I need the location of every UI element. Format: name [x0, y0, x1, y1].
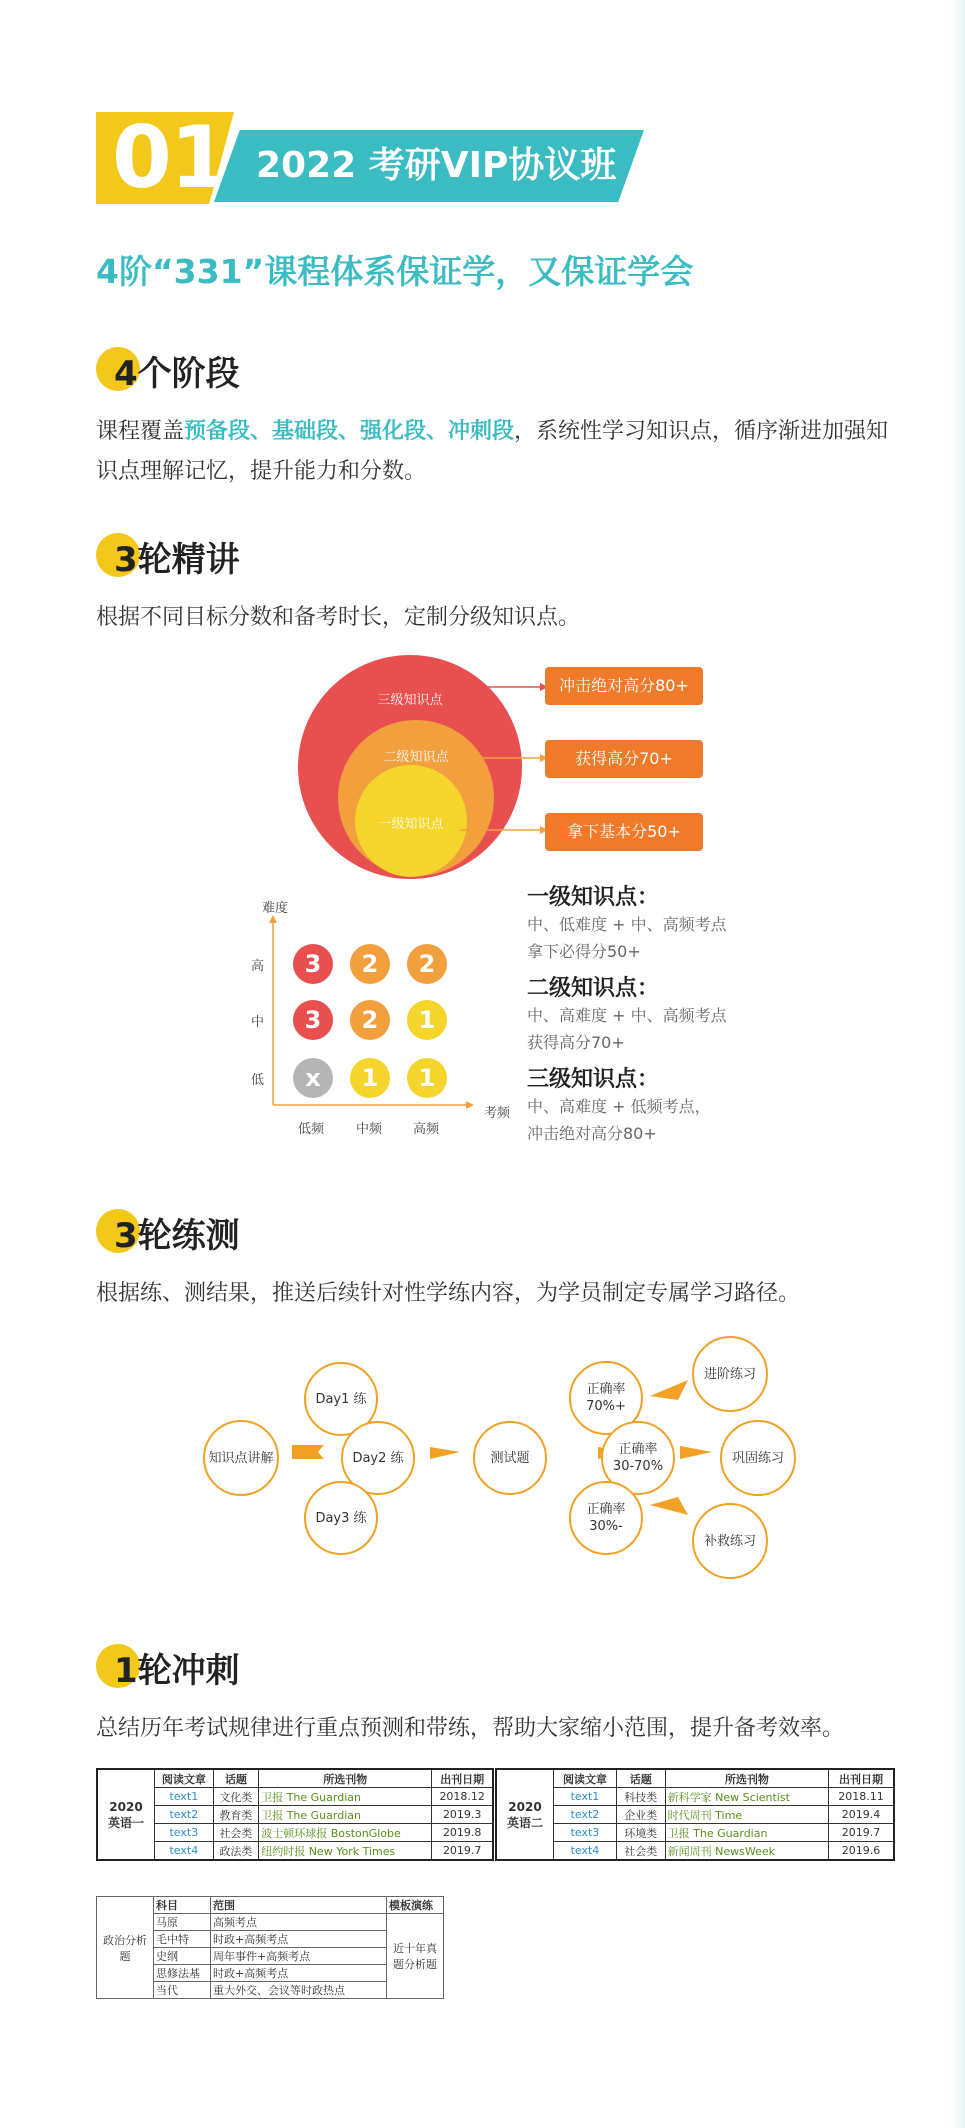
sprint-paragraph: 总结历年考试规律进行重点预测和带练，帮助大家缩小范围，提升备考效率。: [96, 1716, 845, 1741]
level3-line1: 中、高难度 + 低频考点，: [527, 1097, 711, 1116]
tag-level3: 冲击绝对高分80+: [545, 667, 703, 705]
level2-title: 二级知识点：: [527, 976, 660, 1001]
matrix-cell: 1: [407, 1058, 447, 1098]
section-heading-stages: 4个阶段: [114, 354, 240, 394]
level3-line2: 冲击绝对高分80+: [527, 1124, 657, 1143]
table-row: text2 企业类 时代周刊 Time 2019.4: [496, 1806, 894, 1824]
table-row: text1 科技类 新科学家 New Scientist 2018.11: [496, 1788, 894, 1806]
level1-line1: 中、低难度 + 中、高频考点: [527, 915, 727, 934]
col-header: 话题: [616, 1769, 665, 1788]
flow-node-day1: Day1 练: [304, 1362, 378, 1436]
row-label-mid: 中: [251, 1015, 265, 1030]
practice-paragraph: 根据练、测结果，推送后续针对性学练内容，为学员制定专属学习路径。: [96, 1281, 801, 1306]
politics-table: [96, 1896, 444, 1999]
lectures-paragraph: 根据不同目标分数和备考时长，定制分级知识点。: [96, 605, 581, 630]
flow-node-rate-mid: 正确率 30-70%: [601, 1421, 675, 1495]
table-label: 政治分析题: [97, 1897, 154, 1999]
col-header: 阅读文章: [554, 1769, 617, 1788]
matrix-cell: 1: [407, 1000, 447, 1040]
flow-node-consolidate: 巩固练习: [720, 1420, 796, 1496]
col-header: 模板演练: [387, 1897, 444, 1914]
section-heading-sprint: 1轮冲刺: [114, 1651, 240, 1691]
table-row: 思修法基 时政+高频考点: [97, 1965, 444, 1982]
matrix-cell: 3: [293, 1000, 333, 1040]
col-header: 出刊日期: [432, 1769, 493, 1788]
table-row: text1 文化类 卫报 The Guardian 2018.12: [97, 1788, 493, 1806]
section-heading-lectures: 3轮精讲: [114, 540, 240, 580]
flow-node-test: 测试题: [473, 1421, 547, 1495]
table-row: text3 环境类 卫报 The Guardian 2019.7: [496, 1824, 894, 1842]
level2-line2: 获得高分70+: [527, 1033, 625, 1052]
section-heading-practice: 3轮练测: [114, 1216, 240, 1256]
flow-node-lecture: 知识点讲解: [203, 1420, 279, 1496]
matrix-cell: x: [293, 1058, 333, 1098]
col-label-low: 低频: [298, 1122, 325, 1137]
table-label: 2020 英语二: [496, 1769, 554, 1860]
matrix-cell: 3: [293, 944, 333, 984]
level1-line2: 拿下必得分50+: [527, 942, 641, 961]
col-header: 出刊日期: [829, 1769, 895, 1788]
right-edge-stripe: [951, 0, 965, 2128]
page-subtitle: 4阶“331”课程体系保证学，又保证学会: [96, 252, 694, 291]
level2-circle: 二级知识点: [338, 720, 494, 876]
level1-circle: 一级知识点: [355, 765, 467, 877]
flow-node-day3: Day3 练: [304, 1481, 378, 1555]
col-label-high: 高频: [413, 1122, 440, 1137]
matrix-cell: 2: [407, 944, 447, 984]
tag-level2: 获得高分70+: [545, 740, 703, 778]
matrix-cell: 2: [350, 944, 390, 984]
col-header: 科目: [154, 1897, 211, 1914]
flow-node-day2: Day2 练: [341, 1421, 415, 1495]
stages-paragraph: 课程覆盖预备段、基础段、强化段、冲刺段，系统性学习知识点，循序渐进加强知识点理解记忆，提升能力和分数。: [96, 419, 889, 484]
table-row: 马原 高频考点 近十年真题分析题: [97, 1914, 444, 1931]
col-header: 所选刊物: [259, 1769, 432, 1788]
flow-node-rate-low: 正确率 30%-: [569, 1481, 643, 1555]
level3-circle: 三级知识点: [298, 655, 522, 879]
table-row: text4 政法类 纽约时报 New York Times 2019.7: [97, 1842, 493, 1861]
flow-node-advanced: 进阶练习: [692, 1336, 768, 1412]
x-axis-title: 考频: [484, 1106, 511, 1121]
table-row: 毛中特 时政+高频考点: [97, 1931, 444, 1948]
english2-table: [495, 1768, 895, 1861]
col-header: 阅读文章: [155, 1769, 214, 1788]
level-descriptions: [527, 880, 787, 1147]
level3-title: 三级知识点：: [527, 1067, 660, 1092]
banner-title: 2022 考研VIP协议班: [256, 145, 617, 186]
col-header: 所选刊物: [665, 1769, 828, 1788]
english1-table: [96, 1768, 494, 1861]
flow-node-rate-high: 正确率 70%+: [569, 1361, 643, 1435]
y-axis-title: 难度: [262, 901, 289, 916]
col-header: 话题: [213, 1769, 259, 1788]
flow-node-remedial: 补救练习: [692, 1503, 768, 1579]
col-label-mid: 中频: [356, 1122, 383, 1137]
row-label-low: 低: [251, 1073, 265, 1088]
matrix-cell: 1: [350, 1058, 390, 1098]
col-header: 范围: [211, 1897, 387, 1914]
table-row: text4 社会类 新闻周刊 NewsWeek 2019.6: [496, 1842, 894, 1861]
level1-title: 一级知识点：: [527, 885, 660, 910]
table-row: text2 教育类 卫报 The Guardian 2019.3: [97, 1806, 493, 1824]
tag-level1: 拿下基本分50+: [545, 813, 703, 851]
table-row: text3 社会类 波士顿环球报 BostonGlobe 2019.8: [97, 1824, 493, 1842]
table-row: 当代 重大外交、会议等时政热点: [97, 1982, 444, 1999]
level2-line1: 中、高难度 + 中、高频考点: [527, 1006, 727, 1025]
matrix-cell: 2: [350, 1000, 390, 1040]
row-label-high: 高: [251, 959, 265, 974]
table-label: 2020 英语一: [97, 1769, 155, 1860]
table-row: 史纲 周年事件+高频考点: [97, 1948, 444, 1965]
section-number: 01: [112, 108, 228, 208]
circle-connectors: [400, 670, 550, 840]
